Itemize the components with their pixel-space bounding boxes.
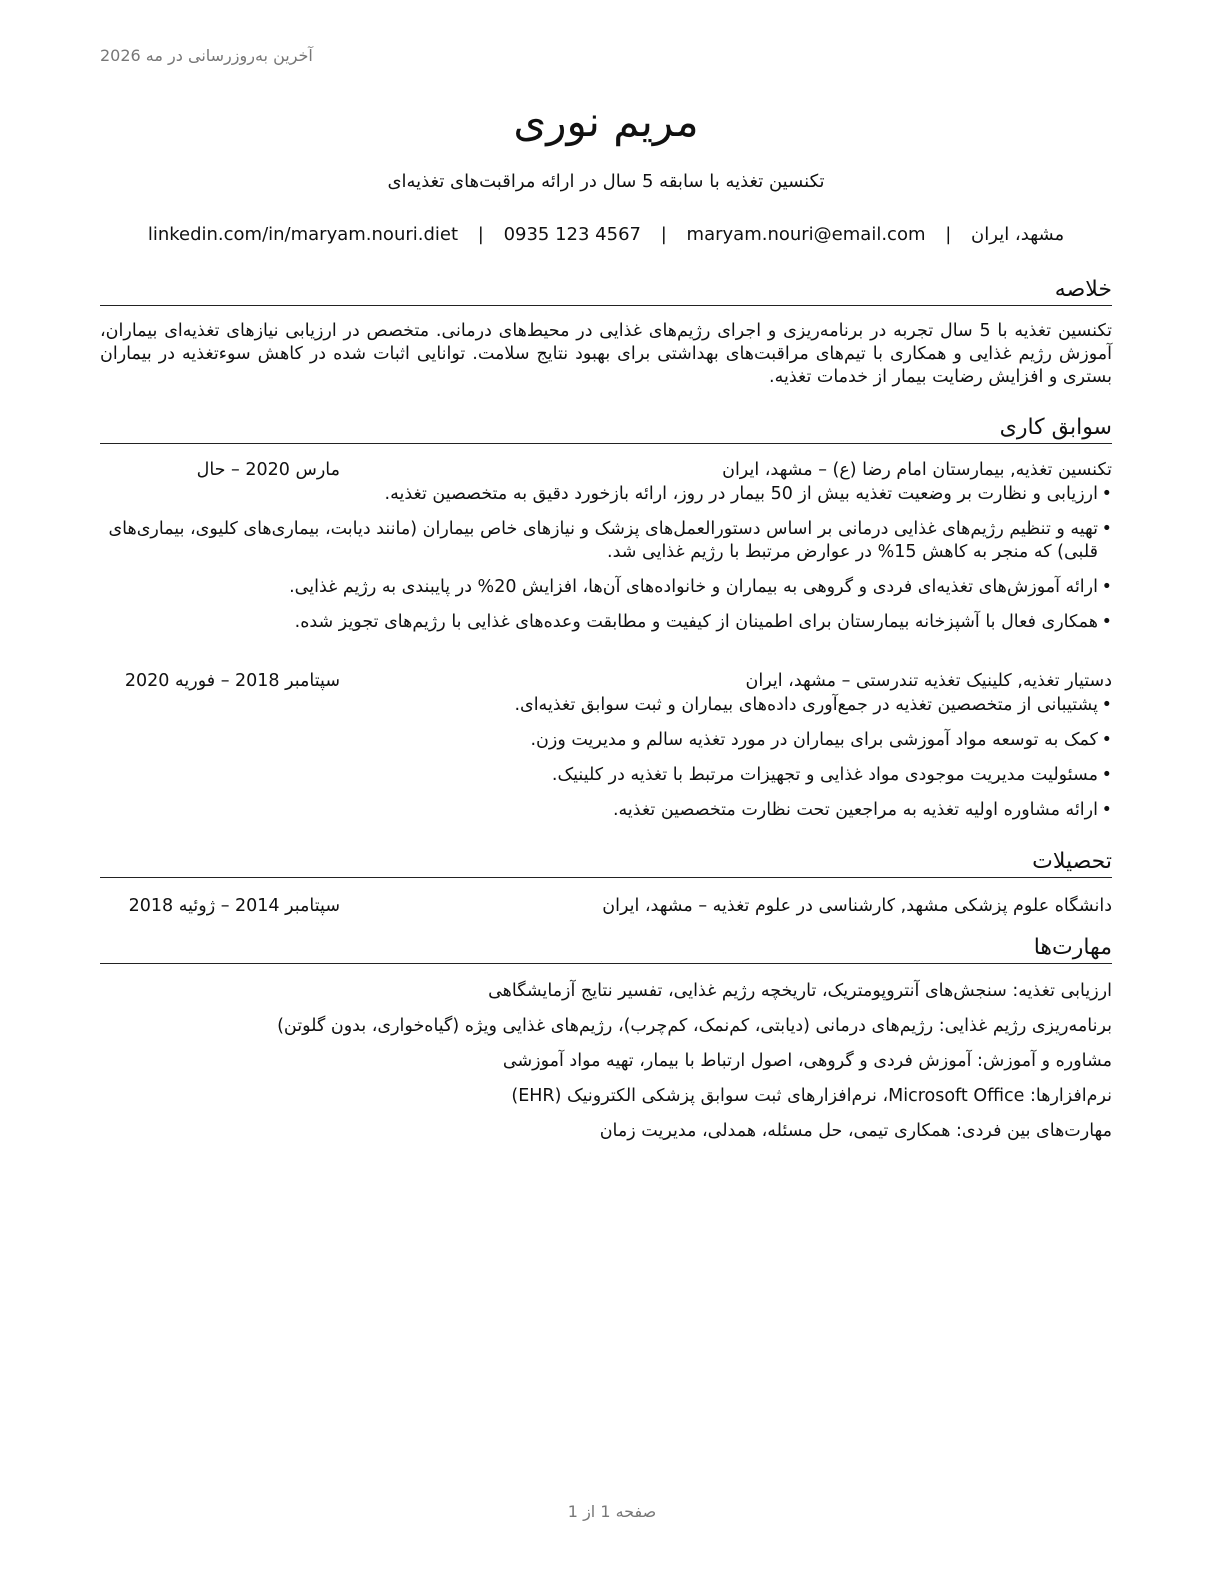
job-entry: [100, 457, 1112, 646]
job-title: دستیار تغذیه, کلینیک تغذیه تندرستی – مشهد، ایران: [745, 671, 1112, 691]
skill-line: نرم‌افزارها: Microsoft Office، نرم‌افزارهای ثبت سوابق پزشکی الکترونیک (EHR): [511, 1086, 1112, 1106]
contact-line: [100, 223, 1112, 247]
job-title: تکنسین تغذیه, بیمارستان امام رضا (ع) – مشهد، ایران: [722, 460, 1112, 480]
contact-location: مشهد، ایران: [971, 224, 1065, 245]
page-number: صفحه 1 از 1: [567, 1502, 657, 1521]
education-dates: سپتامبر 2014 – ژوئیه 2018: [128, 896, 340, 916]
education-title: دانشگاه علوم پزشکی مشهد, کارشناسی در علوم تغذیه – مشهد، ایران: [602, 896, 1112, 916]
education-entry: [100, 893, 1112, 919]
skill-line: ارزیابی تغذیه: سنجش‌های آنتروپومتریک، تاریخچه رژیم غذایی، تفسیر نتایج آزمایشگاهی: [488, 981, 1112, 1001]
job-dates: سپتامبر 2018 – فوریه 2020: [124, 671, 340, 691]
contact-separator: |: [477, 224, 484, 245]
job-bullet: • همکاری فعال با آشپزخانه بیمارستان برای اطمینان از کیفیت و مطابقت وعده‌های غذایی با رژیم‌های تجویز شده.: [100, 611, 1112, 634]
section-heading-skills: مهارت‌ها: [100, 934, 1112, 964]
skill-line: مهارت‌های بین فردی: همکاری تیمی، حل مسئله، همدلی، مدیریت زمان: [599, 1121, 1112, 1141]
job-entry: [100, 668, 1112, 834]
summary-text: تکنسین تغذیه با 5 سال تجربه در برنامه‌ریزی و اجرای رژیم‌های غذایی در محیط‌های درمانی. متخصص در ارزیابی نیازهای تغذیه‌ای بیماران، آموزش رژیم غذایی و همکاری با تیم‌های مراقبت‌های بهداشتی برای بهبود نتایج سلامت. توانایی اثبات شده در کاهش سوءتغذیه در بیماران بستری و افزایش رضایت بیمار از خدمات تغذیه.: [100, 321, 1112, 387]
contact-phone: 0935 123 4567: [503, 224, 641, 245]
candidate-name: مریم نوری: [513, 97, 699, 146]
skill-line: مشاوره و آموزش: آموزش فردی و گروهی، اصول ارتباط با بیمار، تهیه مواد آموزشی: [502, 1051, 1112, 1071]
contact-separator: |: [945, 224, 952, 245]
job-header: [100, 457, 1112, 483]
job-bullet: • ارزیابی و نظارت بر وضعیت تغذیه بیش از 50 بیمار در روز، ارائه بازخورد دقیق به متخصصین تغذیه.: [100, 483, 1112, 506]
job-bullet: • ارائه مشاوره اولیه تغذیه به مراجعین تحت نظارت متخصصین تغذیه.: [100, 799, 1112, 822]
contact-linkedin[interactable]: linkedin.com/in/maryam.nouri.diet: [147, 224, 459, 245]
section-heading-summary: خلاصه: [100, 276, 1112, 306]
job-bullet: • تهیه و تنظیم رژیم‌های غذایی درمانی بر اساس دستورالعمل‌های پزشک و نیازهای خاص بیماران (مانند دیابت، بیماری‌های کلیوی، بیماری‌های قلبی) که منجر به کاهش 15% در عوارض مرتبط با رژیم غذایی شد.: [100, 518, 1112, 564]
contact-separator: |: [660, 224, 667, 245]
section-heading-experience: سوابق کاری: [100, 414, 1112, 444]
skill-line: برنامه‌ریزی رژیم غذایی: رژیم‌های درمانی (دیابتی، کم‌نمک، کم‌چرب)، رژیم‌های غذایی ویژه (گیاه‌خواری، بدون گلوتن): [277, 1016, 1112, 1036]
section-heading-education: تحصیلات: [100, 848, 1112, 878]
last-updated-note: آخرین به‌روزرسانی در مه 2026: [100, 46, 313, 65]
candidate-subtitle: تکنسین تغذیه با سابقه 5 سال در ارائه مراقبت‌های تغذیه‌ای: [387, 171, 825, 192]
job-bullet: • ارائه آموزش‌های تغذیه‌ای فردی و گروهی به بیماران و خانواده‌های آن‌ها، افزایش 20% در پایبندی به رژیم غذایی.: [100, 576, 1112, 599]
education-header: [100, 893, 1112, 919]
skills-list: [100, 980, 1112, 1155]
job-dates: مارس 2020 – حال: [196, 460, 340, 480]
job-bullets: [100, 694, 1112, 822]
contact-email[interactable]: maryam.nouri@email.com: [686, 224, 926, 245]
job-bullet: • مسئولیت مدیریت موجودی مواد غذایی و تجهیزات مرتبط با تغذیه در کلینیک.: [100, 764, 1112, 787]
job-bullet: • کمک به توسعه مواد آموزشی برای بیماران در مورد تغذیه سالم و مدیریت وزن.: [100, 729, 1112, 752]
job-bullet: • پشتیبانی از متخصصین تغذیه در جمع‌آوری داده‌های بیماران و ثبت سوابق تغذیه‌ای.: [100, 694, 1112, 717]
job-bullets: [100, 483, 1112, 634]
job-header: [100, 668, 1112, 694]
